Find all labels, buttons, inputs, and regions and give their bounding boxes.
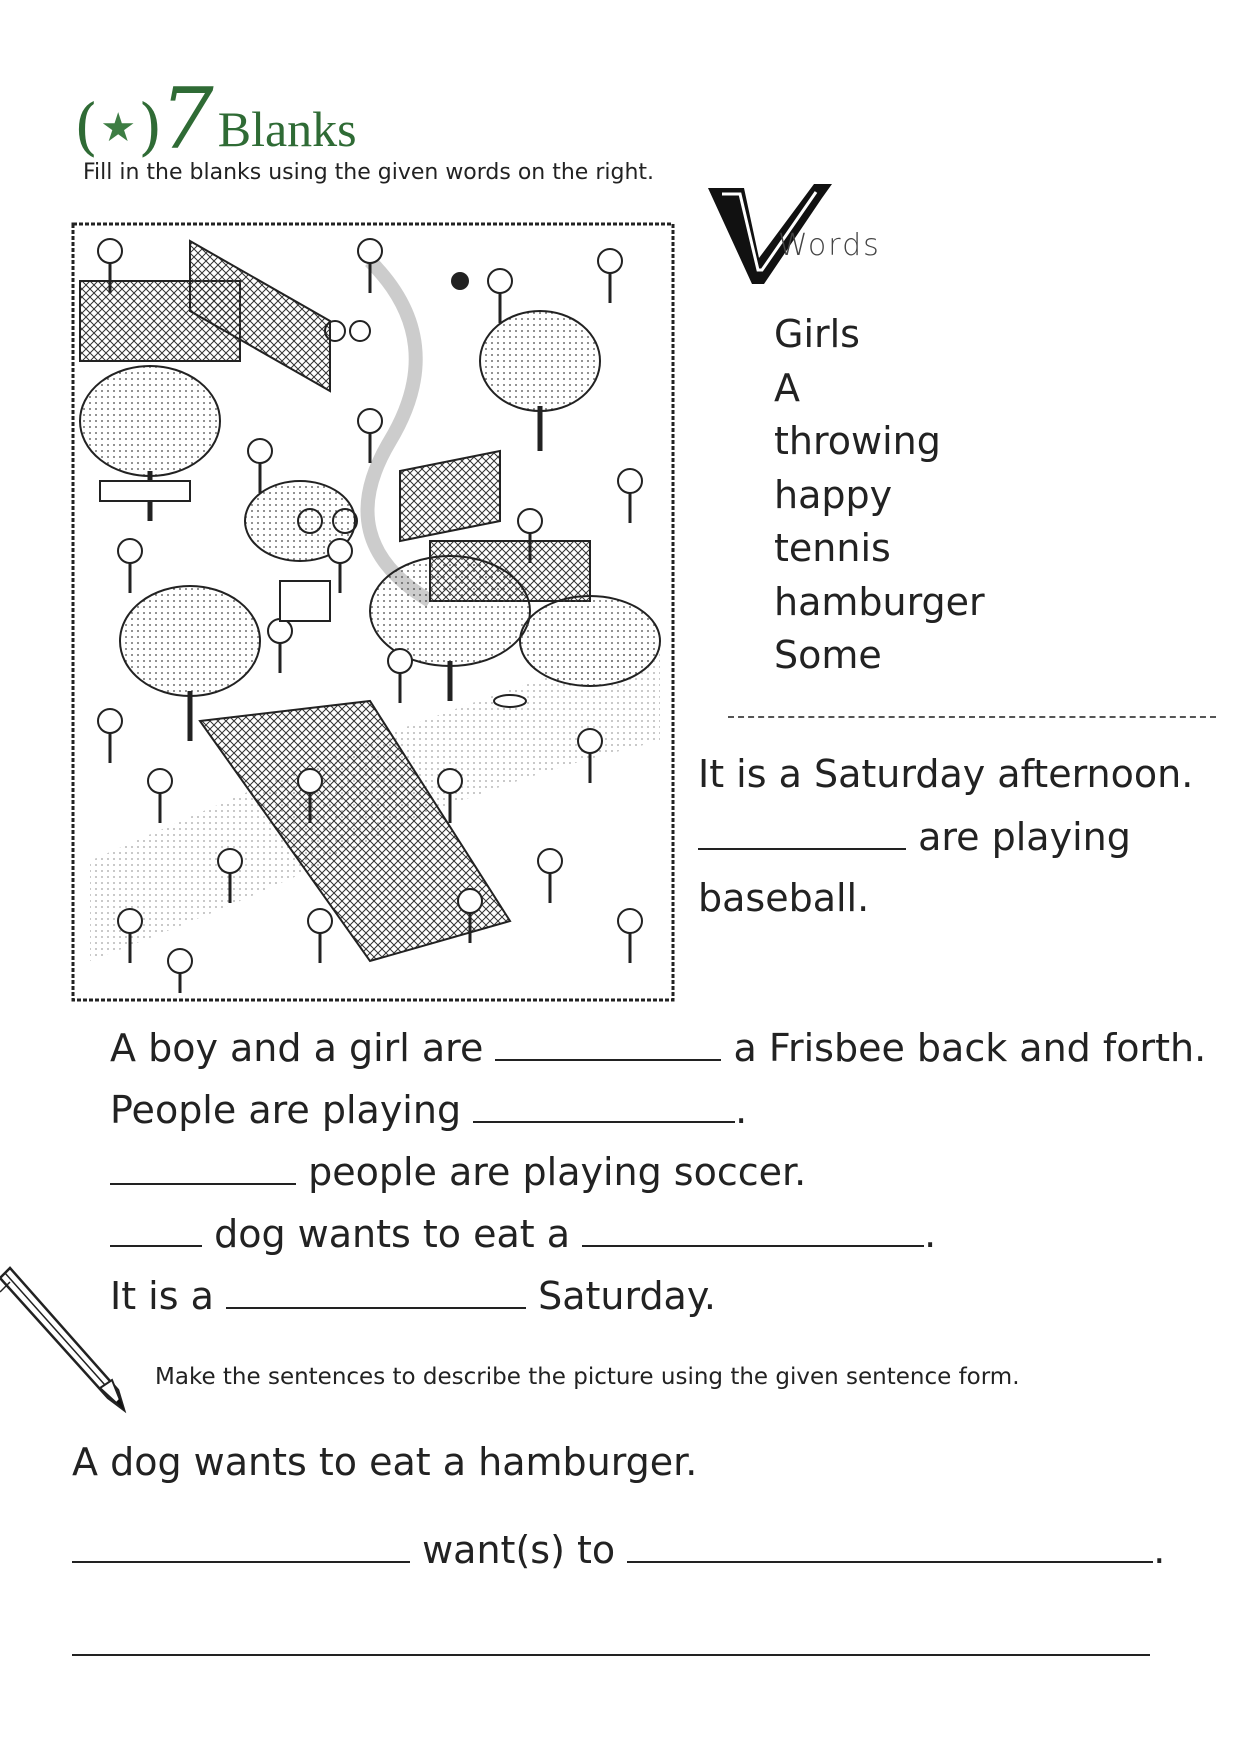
title-paren-open: ( xyxy=(74,90,99,163)
sentence-continuation: baseball. xyxy=(698,876,870,920)
sentence-text: People are playing xyxy=(110,1088,462,1132)
dashed-divider xyxy=(728,716,1216,718)
answer-blank[interactable] xyxy=(495,1025,721,1061)
frisbee xyxy=(494,695,526,707)
sentence-text: are playing xyxy=(918,815,1131,859)
instruction-text: Fill in the blanks using the given words on the right. xyxy=(83,160,655,185)
title-number: 7 xyxy=(160,70,214,169)
answer-line[interactable] xyxy=(72,1654,1150,1656)
worksheet-title xyxy=(74,70,357,169)
title-word: Blanks xyxy=(217,101,357,157)
answer-blank[interactable] xyxy=(72,1527,410,1563)
sentence-soccer xyxy=(110,1149,806,1194)
sentence-text: a Frisbee back and forth. xyxy=(733,1026,1207,1070)
sentence-pattern xyxy=(72,1527,1165,1572)
answer-blank[interactable] xyxy=(226,1273,526,1309)
word-item: happy xyxy=(774,472,893,517)
sentence-tennis xyxy=(110,1087,747,1132)
sentence-text: . xyxy=(735,1088,748,1132)
word-bank-title: Words xyxy=(778,228,881,263)
answer-blank[interactable] xyxy=(110,1149,296,1185)
soccer-ball xyxy=(451,272,469,290)
word-bank-list xyxy=(774,308,985,683)
answer-blank[interactable] xyxy=(582,1211,924,1247)
star-icon: ★ xyxy=(100,105,137,151)
answer-blank[interactable] xyxy=(627,1527,1153,1563)
sentence-text: dog wants to eat a xyxy=(214,1212,571,1256)
word-item: tennis xyxy=(774,526,891,570)
picnic-table xyxy=(100,481,190,501)
sentence-text: . xyxy=(1153,1528,1166,1572)
sentence-intro: It is a Saturday afternoon. xyxy=(698,752,1194,796)
word-item: Girls xyxy=(774,312,860,356)
example-sentence: A dog wants to eat a hamburger. xyxy=(72,1440,698,1484)
title-paren-close: ) xyxy=(138,90,163,163)
pencil-icon xyxy=(0,1248,140,1418)
park-illustration xyxy=(70,221,676,1003)
word-item: hamburger xyxy=(774,579,985,624)
word-item: A xyxy=(774,365,800,410)
sentence-text: . xyxy=(924,1212,937,1256)
sentence-dog xyxy=(110,1211,936,1256)
sentence-text: want(s) to xyxy=(422,1528,616,1572)
sentence-happy xyxy=(110,1273,716,1318)
sentence-text: Saturday. xyxy=(538,1274,716,1318)
section2-instruction: Make the sentences to describe the picture using the given sentence form. xyxy=(155,1364,1020,1390)
word-item: throwing xyxy=(774,419,941,463)
answer-blank[interactable] xyxy=(473,1087,735,1123)
sentence-frisbee xyxy=(110,1025,1206,1070)
bench xyxy=(280,581,330,621)
sentence-text: A boy and a girl are xyxy=(110,1026,484,1070)
sentence-text: It is a xyxy=(110,1274,214,1318)
sentence-girls xyxy=(698,814,1131,859)
answer-blank[interactable] xyxy=(698,814,906,850)
sentence-text: people are playing soccer. xyxy=(308,1150,807,1194)
answer-blank[interactable] xyxy=(110,1211,202,1247)
word-item: Some xyxy=(774,633,882,677)
